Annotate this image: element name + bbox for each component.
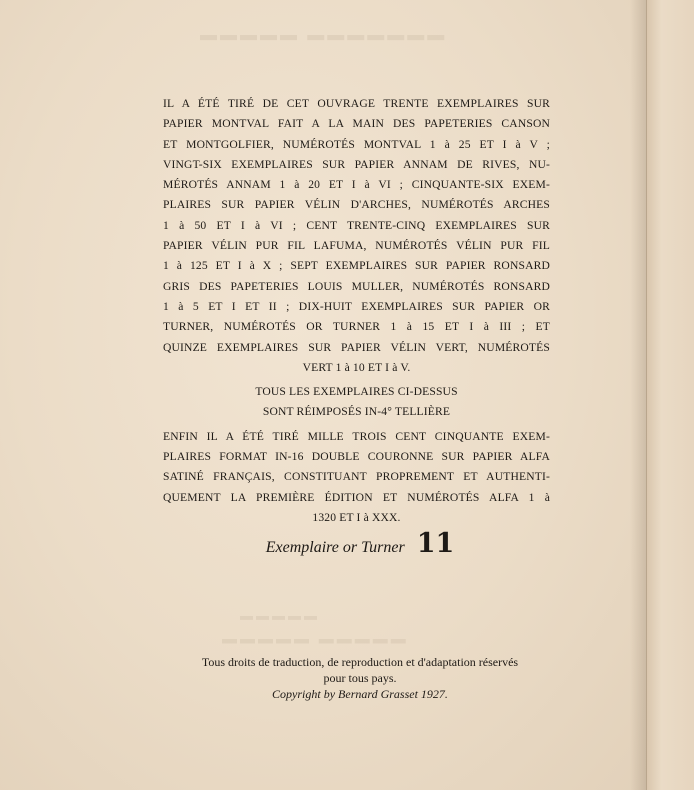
final-line: 1320 ET I à XXX. — [312, 510, 401, 524]
colophon-line: VINGT-SIX EXEMPLAIRES SUR PAPIER ANNAM DE RIVES, NU- — [163, 157, 550, 171]
final-line: QUEMENT LA PREMIÈRE ÉDITION ET NUMÉROTÉS ALFA 1 à — [163, 490, 550, 504]
show-through-text-2: ▬▬▬▬▬ ▬▬▬▬▬ — [222, 635, 409, 651]
colophon-line: TURNER, NUMÉROTÉS OR TURNER 1 à 15 ET I à III ; ET — [163, 320, 550, 334]
reimposed-line: TOUS LES EXEMPLAIRES CI-DESSUS — [255, 385, 458, 399]
copy-number: 11 — [416, 528, 455, 559]
rights-line: Tous droits de traduction, de reproduction et d'adaptation réservés — [201, 655, 519, 669]
copy-label: Exemplaire or Turner — [265, 539, 405, 556]
colophon-line: PAPIER VÉLIN PUR FIL LAFUMA, NUMÉROTÉS VÉLIN PUR FIL — [163, 239, 550, 253]
colophon-line: 1 à 50 ET I à VI ; CENT TRENTE-CINQ EXEMPLAIRES SUR — [163, 218, 550, 232]
adjacent-page-edge — [646, 0, 694, 790]
show-through-text-1: ▬▬▬▬▬ — [240, 613, 320, 628]
colophon-line: VERT 1 à 10 ET I à V. — [302, 360, 411, 374]
colophon-line: PAPIER MONTVAL FAIT A LA MAIN DES PAPETERIES CANSON — [163, 117, 550, 131]
rights-notice — [120, 654, 600, 702]
colophon-line: PLAIRES SUR PAPIER VÉLIN D'ARCHES, NUMÉROTÉS ARCHES — [163, 198, 550, 212]
final-line: ENFIN IL A ÉTÉ TIRÉ MILLE TROIS CENT CINQUANTE EXEM- — [163, 429, 550, 443]
colophon-line: IL A ÉTÉ TIRÉ DE CET OUVRAGE TRENTE EXEMPLAIRES SUR — [163, 97, 550, 110]
copyright-line: Copyright by Bernard Grasset 1927. — [272, 687, 448, 701]
colophon-line: QUINZE EXEMPLAIRES SUR PAPIER VÉLIN VERT, NUMÉROTÉS — [163, 340, 550, 354]
colophon-line: MÉROTÉS ANNAM 1 à 20 ET I à VI ; CINQUANTE-SIX EXEM- — [163, 178, 550, 192]
show-through-title: ▬▬▬▬▬ ▬▬▬▬▬▬▬ — [200, 31, 448, 50]
final-line: PLAIRES FORMAT IN-16 DOUBLE COURONNE SUR PAPIER ALFA — [163, 450, 550, 464]
colophon-line: GRIS DES PAPETERIES LOUIS MULLER, NUMÉROTÉS RONSARD — [163, 279, 550, 293]
copy-number-line — [160, 528, 560, 559]
colophon-line: 1 à 5 ET I ET II ; DIX-HUIT EXEMPLAIRES SUR PAPIER OR — [163, 299, 550, 313]
colophon-line: ET MONTGOLFIER, NUMÉROTÉS MONTVAL 1 à 25 ET I à V ; — [163, 137, 550, 151]
reimposed-line: SONT RÉIMPOSÉS IN-4° TELLIÈRE — [262, 405, 451, 419]
colophon-line: 1 à 125 ET I à X ; SEPT EXEMPLAIRES SUR PAPIER RONSARD — [163, 259, 550, 273]
colophon-block — [163, 94, 550, 528]
final-line: SATINÉ FRANÇAIS, CONSTITUANT PROPREMENT ET AUTHENTI- — [163, 470, 550, 484]
rights-line: pour tous pays. — [323, 671, 397, 685]
page-gutter-shadow — [630, 0, 646, 790]
